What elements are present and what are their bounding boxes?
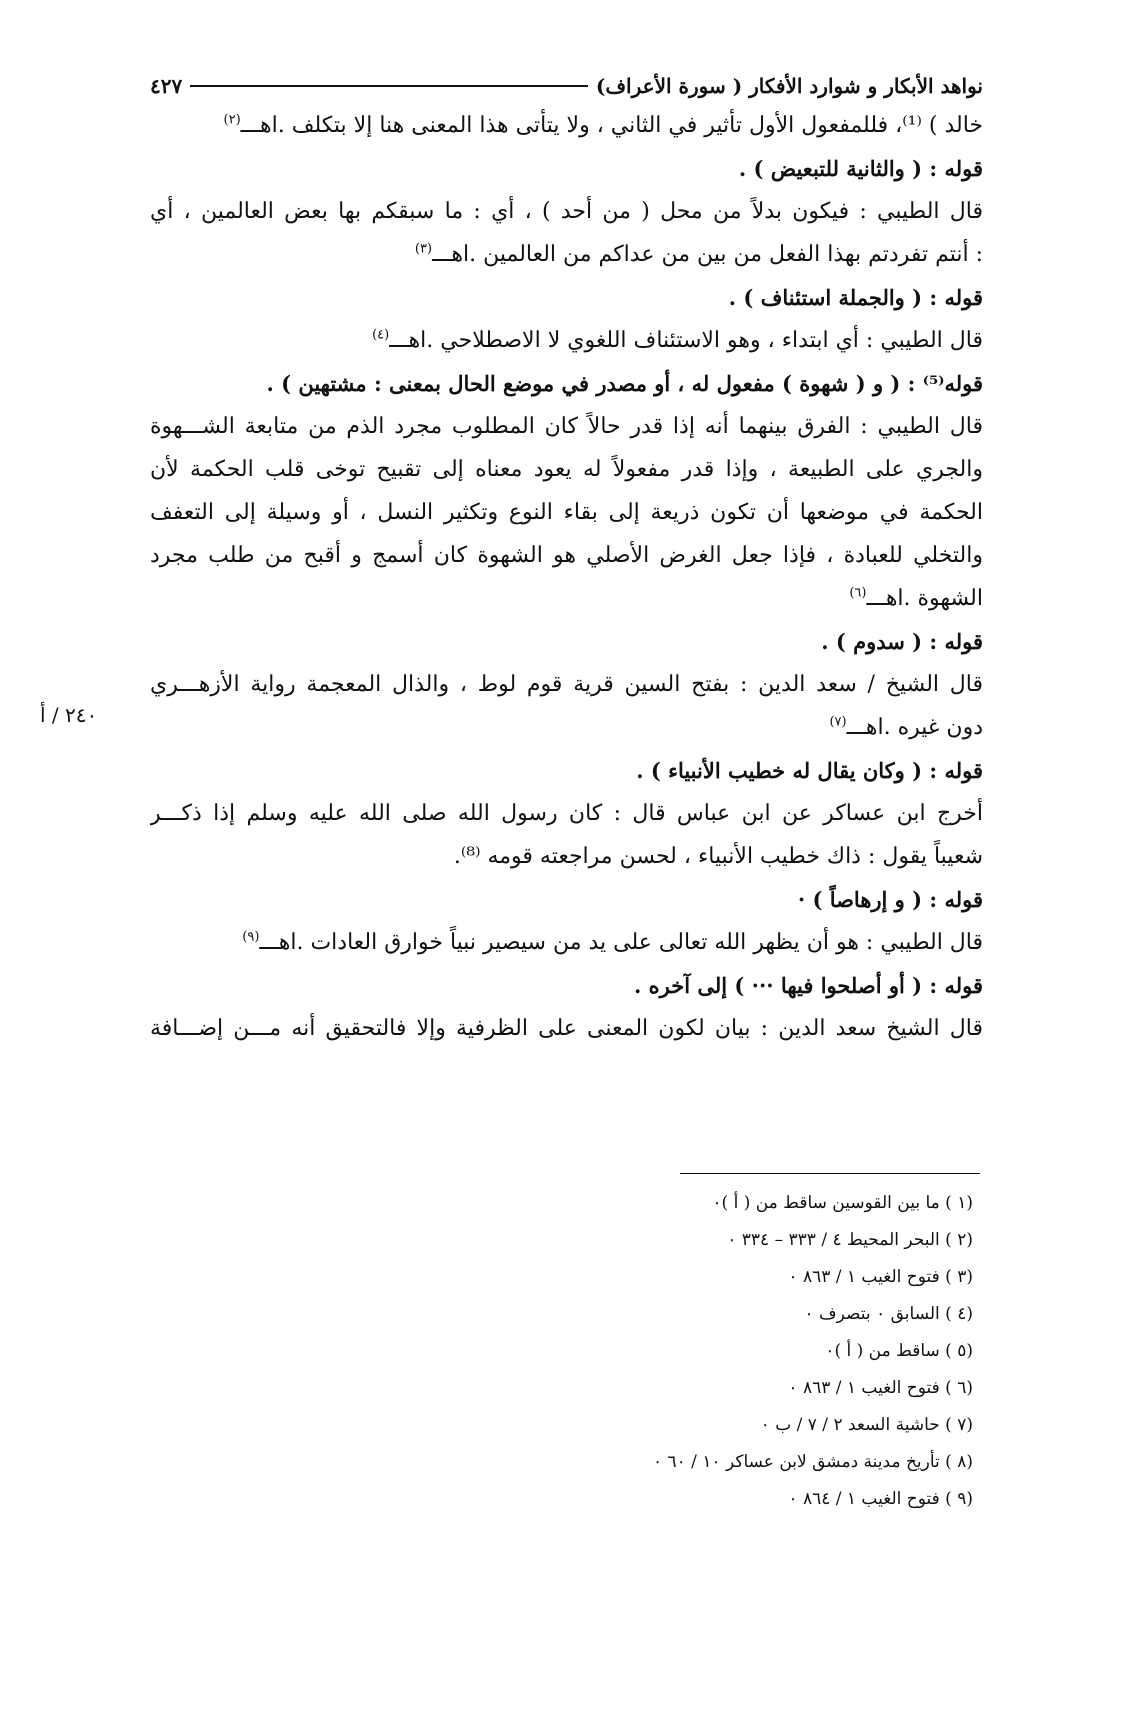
main-text [150,104,983,1050]
line-text: دون غيره .اهـــ [846,715,983,740]
line-text: قوله : ( والثانية للتبعيض ) . [738,156,983,181]
line-text: والتخلي للعبادة ، فإذا جعل الغرض الأصلي هو الشهوة كان أسمج و أقبح من طلب مجرد [150,543,983,568]
running-header [150,66,983,106]
text-line [150,663,983,706]
text-line [150,405,983,448]
line-text: قوله : ( سدوم ) . [821,629,983,654]
text-line [150,104,983,147]
footnote-item: (٤ ) السابق ٠ بتصرف ٠ [804,1304,973,1324]
footnote-ref: (٣) [414,241,433,257]
text-line [150,319,983,362]
heading-line [150,878,983,921]
line-text: قال الطيبي : فيكون بدلاً من محل ( من أحد ) ، أي : ما سبقكم بها بعض العالمين ، أي [150,199,983,224]
text-line [150,706,983,749]
line-text: قال الشيخ / سعد الدين : بفتح السين قرية قوم لوط ، والذال المعجمة رواية الأزهـــري [150,672,983,697]
footnote-ref: (٤) [372,327,390,343]
footnote-item: (٧ ) حاشية السعد ٢ / ٧ / ب ٠ [760,1415,973,1435]
footnote-ref: (٢) [223,112,241,128]
line-text: قوله : ( و إرهاصاً ) · [797,887,983,912]
line-text: الشهوة .اهـــ [866,586,983,611]
page-number: ٤٢٧ [150,74,183,98]
footnote-item: (٨ ) تأريخ مدينة دمشق لابن عساكر ١٠ / ٦٠ ٠ [652,1452,973,1472]
text-line [150,792,983,835]
line-text: أخرج ابن عساكر عن ابن عباس قال : كان رسول الله صلى الله عليه وسلم إذا ذكـــر [150,801,983,826]
footnote-ref: (٩) [242,929,260,945]
footnote-item: (١ ) ما بين القوسين ساقط من ( أ )٠ [712,1193,973,1213]
heading-line [150,147,983,190]
line-text: والجري على الطبيعة ، وإذا قدر مفعولاً له يعود معناه إلى تقبيح توخى قلب الحكمة لأن [150,457,983,482]
footnote-item: (٦ ) فتوح الغيب ١ / ٨٦٣ ٠ [788,1378,973,1398]
text-line [150,491,983,534]
footnote-separator [680,1173,980,1174]
margin-folio-note: ٢٤٠ / أ [40,703,98,727]
line-text: قال الطيبي : أي ابتداء ، وهو الاستئناف اللغوي لا الاصطلاحي .اهـــ [389,328,983,353]
heading-line [150,749,983,792]
heading-line [150,964,983,1007]
footnote-item: (٢ ) البحر المحيط ٤ / ٣٣٣ – ٣٣٤ ٠ [727,1230,973,1250]
footnote-item: (٩ ) فتوح الغيب ١ / ٨٦٤ ٠ [788,1489,973,1509]
text-line [150,835,983,878]
text-line [150,534,983,577]
footnotes [653,1185,973,1518]
text-line [150,233,983,276]
line-text: قال الطيبي : الفرق بينهما أنه إذا قدر حالاً كان المطلوب مجرد الذم من متابعة الشـــهوة [150,414,983,439]
heading-line [150,620,983,663]
line-text: قال الشيخ سعد الدين : بيان لكون المعنى على الظرفية وإلا فالتحقيق أنه مـــن إضـــافة [150,1016,983,1041]
line-text: قال الطيبي : هو أن يظهر الله تعالى على يد من سيصير نبياً خوارق العادات .اهـــ [259,930,983,955]
text-line [150,448,983,491]
line-text: قوله : ( وكان يقال له خطيب الأنبياء ) . [636,758,983,783]
text-line [150,577,983,620]
footnote-item: (٥ ) ساقط من ( أ )٠ [825,1341,973,1361]
header-rule [190,85,588,87]
line-text: قوله⁽⁵⁾ : ( و ( شهوة ) مفعول له ، أو مصدر في موضع الحال بمعنى : مشتهين ) . [266,371,983,396]
footnote-item: (٣ ) فتوح الغيب ١ / ٨٦٣ ٠ [788,1267,973,1287]
text-line [150,1007,983,1050]
footnote-ref: (٧) [829,714,847,730]
line-text: : أنتم تفردتم بهذا الفعل من بين من عداكم من العالمين .اهـــ [432,242,983,267]
line-text: خالد ) ⁽¹⁾، فللمفعول الأول تأثير في الثاني ، ولا يتأتى هذا المعنى هنا إلا بتكلف .اهـــ [240,113,983,138]
line-text: قوله : ( أو أصلحوا فيها ··· ) إلى آخره . [634,973,983,998]
footnote-ref: (٦) [849,585,867,601]
line-text: قوله : ( والجملة استئناف ) . [728,285,983,310]
text-line [150,190,983,233]
line-text: الحكمة في موضعها أن تكون ذريعة إلى بقاء النوع وتكثير النسل ، أو وسيلة إلى التعفف [150,500,983,525]
line-text: شعيباً يقول : ذاك خطيب الأنبياء ، لحسن مراجعته قومه ⁽⁸⁾. [453,844,983,869]
heading-line [150,276,983,319]
text-line [150,921,983,964]
header-title: نواهد الأبكار و شوارد الأفكار ( سورة الأعراف) [595,74,983,98]
heading-line [150,362,983,405]
